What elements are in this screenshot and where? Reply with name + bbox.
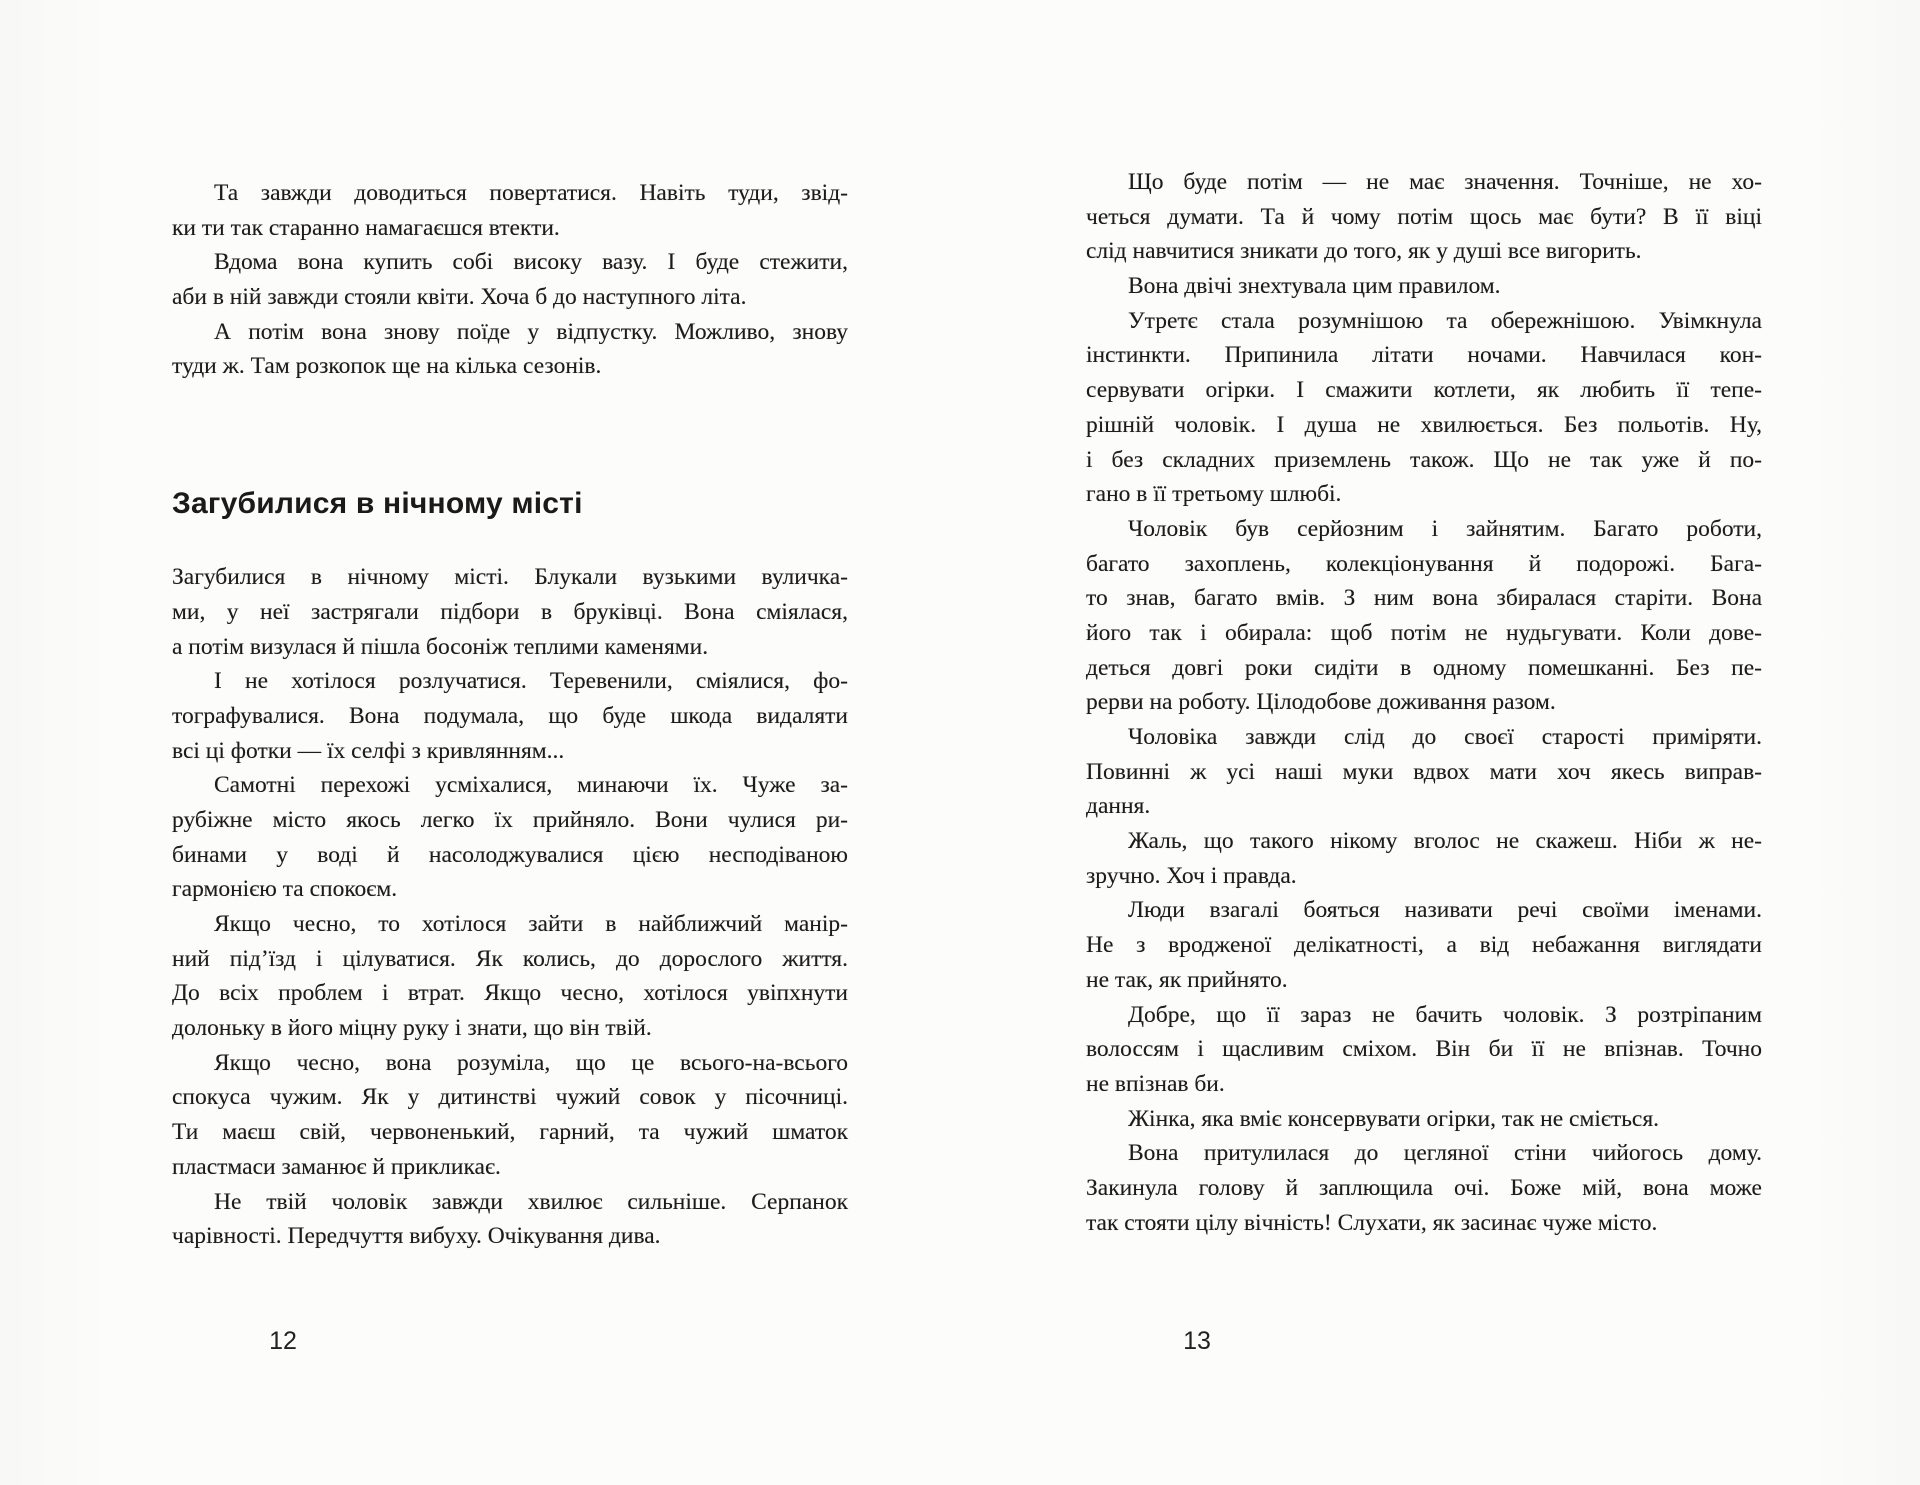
text-line: Вона двічі знехтувала цим правилом.	[1128, 273, 1501, 300]
text-line: рерви на роботу. Цілодобове доживання разом.	[1086, 689, 1556, 716]
text-line: багато захоплень, колекціонування й подорожі. Бага-	[1086, 550, 1762, 577]
text-line: рубіжне місто якось легко їх прийняло. Вони чулися ри-	[172, 806, 848, 833]
text-line: деться довгі роки сидіти в одному помешканні. Без пе-	[1086, 654, 1762, 681]
text-line: Жінка, яка вміє консервувати огірки, так не сміється.	[1128, 1105, 1660, 1132]
paragraph	[172, 907, 848, 1046]
text-line: Не твій чоловік завжди хвилює сильніше. Серпанок	[214, 1188, 848, 1215]
text-line: Люди взагалі бояться називати речі своїми іменами.	[1128, 897, 1762, 924]
text-line: Добре, що її зараз не бачить чоловік. З розтріпаним	[1128, 1001, 1762, 1028]
text-line: гано в її третьому шлюбі.	[1086, 481, 1342, 508]
text-line: ми, у неї застрягали підбори в бруківці. Вона сміялася,	[172, 598, 848, 625]
paragraph	[1086, 269, 1762, 304]
text-line: Якщо чесно, вона розуміла, що це всього-на-всього	[214, 1049, 848, 1076]
text-line: всі ці фотки — їх селфі з кривлянням...	[172, 737, 565, 764]
text-line: Ти маєш свій, червоненький, гарний, та чужий шматок	[172, 1119, 848, 1146]
text-line: Вдома вона купить собі високу вазу. І буде стежити,	[214, 249, 848, 276]
text-line: четься думати. Та й чому потім щось має бути? В її віці	[1086, 203, 1762, 230]
text-line: Закинула голову й заплющила очі. Боже мій, вона може	[1086, 1174, 1762, 1201]
text-line: чарівності. Передчуття вибуху. Очікування дива.	[172, 1223, 661, 1250]
section-heading: Загубилися в нічному місті	[172, 487, 583, 521]
text-line: пластмаси заманює й прикликає.	[172, 1153, 501, 1180]
paragraph	[1086, 1102, 1762, 1137]
paragraph	[172, 768, 848, 907]
text-line: Якщо чесно, то хотілося зайти в найближчий манір-	[214, 911, 848, 937]
text-line: Чоловік був серйозним і зайнятим. Багато роботи,	[1128, 515, 1762, 542]
text-line: Та завжди доводиться повертатися. Навіть туди, звід-	[214, 180, 848, 206]
text-line: спокуса чужим. Як у дитинстві чужий совок у пісочниці.	[172, 1084, 848, 1111]
page-number: 12	[269, 1327, 297, 1355]
text-line: зручно. Хоч і правда.	[1086, 862, 1297, 889]
text-line: А потім вона знову поїде у відпустку. Можливо, знову	[214, 318, 848, 345]
paragraph	[172, 1046, 848, 1185]
text-line: туди ж. Там розкопок ще на кілька сезонів.	[172, 353, 602, 380]
paragraph	[172, 315, 848, 384]
text-line: не впізнав би.	[1086, 1070, 1225, 1097]
paragraph	[172, 245, 848, 314]
text-line: І не хотілося розлучатися. Теревенили, сміялися, фо-	[214, 668, 848, 695]
paragraph	[1086, 1136, 1762, 1240]
text-line: Самотні перехожі усміхалися, минаючи їх. Чуже за-	[214, 772, 848, 799]
text-line: аби в ній завжди стояли квіти. Хоча б до наступного літа.	[172, 284, 747, 311]
paragraph	[1086, 512, 1762, 720]
text-line: сервувати огірки. І смажити котлети, як любить її тепе-	[1086, 377, 1762, 404]
paragraph	[1086, 165, 1762, 269]
text-line: дання.	[1086, 793, 1151, 820]
text-line: Вона притулилася до цегляної стіни чийогось дому.	[1128, 1140, 1762, 1167]
text-line: ки ти так старанно намагаєшся втекти.	[172, 214, 560, 241]
text-line: тографувалися. Вона подумала, що буде шкода видаляти	[172, 702, 848, 729]
text-line: слід навчитися зникати до того, як у душі все вигорить.	[1086, 238, 1642, 265]
text-line: Жаль, що такого нікому вголос не скажеш. Ніби ж не-	[1128, 828, 1762, 855]
paragraph	[172, 176, 848, 245]
paragraph	[172, 1185, 848, 1254]
text-line: не так, як прийнято.	[1086, 966, 1288, 993]
paragraph	[172, 560, 848, 664]
text-line: його так і обирала: щоб потім не нудьгувати. Коли дове-	[1086, 619, 1762, 646]
paragraph	[1086, 304, 1762, 512]
text-line: волоссям і щасливим сміхом. Він би її не впізнав. Точно	[1086, 1036, 1762, 1063]
text-line: а потім визулася й пішла босоніж теплими каменями.	[172, 633, 709, 660]
text-line: Повинні ж усі наші муки вдвох мати хоч якесь виправ-	[1086, 758, 1762, 785]
text-line: Не з вродженої делікатності, а від небажання виглядати	[1086, 932, 1762, 959]
page-number: 13	[1183, 1327, 1211, 1355]
text-line: До всіх проблем і втрат. Якщо чесно, хотілося увіпхнути	[172, 980, 848, 1007]
text-line: Що буде потім — не має значення. Точніше, не хо-	[1128, 169, 1762, 195]
page-right	[1086, 165, 1762, 1240]
text-line: ний під’їзд і цілуватися. Як колись, до дорослого життя.	[172, 945, 848, 972]
text-line: так стояти цілу вічність! Слухати, як засинає чуже місто.	[1086, 1209, 1658, 1236]
page-left	[172, 176, 848, 1254]
text-line: гармонією та спокоєм.	[172, 876, 398, 903]
text-line: інстинкти. Припинила літати ночами. Навчилася кон-	[1086, 342, 1762, 369]
text-line: бинами у воді й насолоджувалися цією несподіваною	[172, 841, 848, 868]
text-line: долоньку в його міцну руку і знати, що він твій.	[172, 1015, 652, 1042]
text-line: то знав, багато вмів. З ним вона збиралася старіти. Вона	[1086, 585, 1762, 612]
text-line: Чоловіка завжди слід до своєї старості приміряти.	[1128, 724, 1762, 750]
paragraph	[1086, 720, 1762, 824]
paragraph	[1086, 998, 1762, 1102]
text-line: Загубилися в нічному місті. Блукали вузькими вуличка-	[172, 564, 848, 591]
text-line: Утретє стала розумнішою та обережнішою. Увімкнула	[1128, 307, 1762, 334]
text-line: і без складних приземлень також. Що не так уже й по-	[1086, 446, 1762, 473]
paragraph	[1086, 824, 1762, 893]
text-line: рішній чоловік. І душа не хвилюється. Без польотів. Ну,	[1086, 411, 1762, 438]
paragraph	[172, 664, 848, 768]
paragraph	[1086, 893, 1762, 997]
